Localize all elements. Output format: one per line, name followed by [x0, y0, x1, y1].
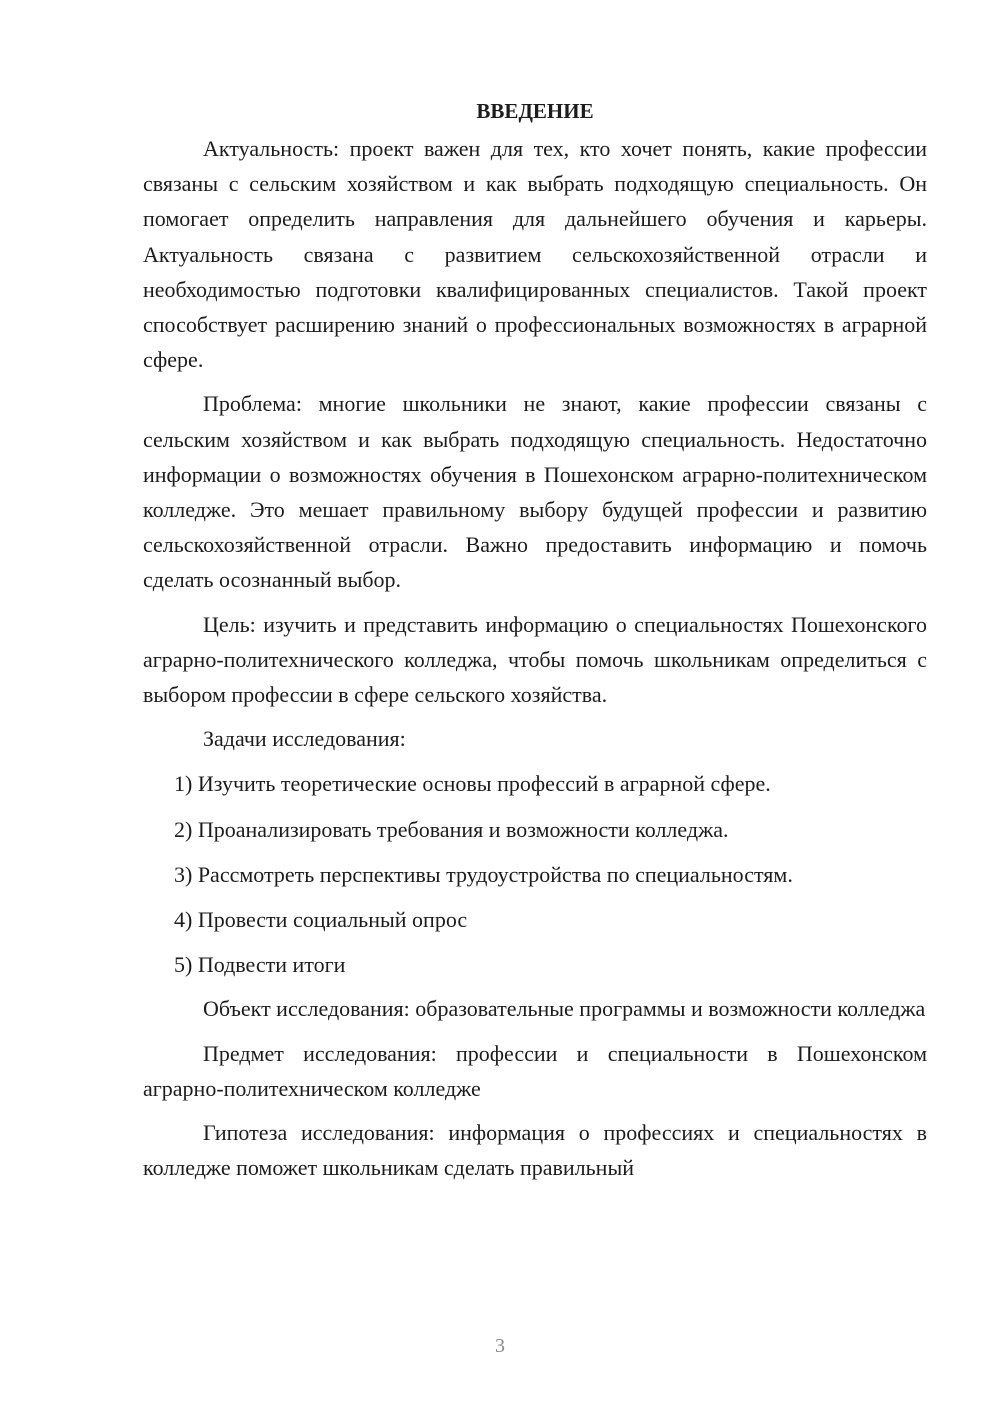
list-item: 3) Рассмотреть перспективы трудоустройства по специальностям. [174, 861, 793, 887]
tasks-list [143, 766, 927, 982]
paragraph-hypothesis: Гипотеза исследования: информация о профессиях и специальностях в колледже поможет школьникам сделать правильный [143, 1120, 927, 1181]
list-item: 4) Провести социальный опрос [174, 907, 468, 933]
document-body [143, 96, 927, 1185]
section-title: ВВЕДЕНИЕ [476, 99, 594, 123]
paragraph-goal: Цель: изучить и представить информацию о специальностях Пошехонского аграрно-политехнического колледжа, чтобы помочь школьникам определиться с выбором профессии в сфере сельского хозяйства. [143, 611, 927, 708]
list-item: 5) Подвести итоги [174, 952, 346, 978]
paragraph-problem: Проблема: многие школьники не знают, какие профессии связаны с сельским хозяйством и как выбрать подходящую специальность. Недостаточно информации о возможностях обучения в Пошехонском аграрно-политехническом колледже. Это мешает правильному выбору будущей профессии и развитию сельскохозяйственной отрасли. Важно предоставить информацию и помочь сделать осознанный выбор. [143, 391, 927, 593]
paragraph-object: Объект исследования: образовательные программы и возможности колледжа [203, 996, 926, 1022]
paragraph-relevance: Актуальность: проект важен для тех, кто хочет понять, какие профессии связаны с сельским хозяйством и как выбрать подходящую специальность. Он помогает определить направления для дальнейшего обучения и карьеры. Актуальность связана с развитием сельскохозяйственной отрасли и необходимостью подготовки квалифицированных специалистов. Такой проект способствует расширению знаний о профессиональных возможностях в аграрной сфере. [143, 136, 927, 373]
paragraph-tasks-heading: Задачи исследования: [203, 726, 406, 752]
paragraph-subject: Предмет исследования: профессии и специальности в Пошехонском аграрно-политехническом колледже [143, 1040, 927, 1101]
list-item: 1) Изучить теоретические основы профессий в аграрной сфере. [174, 771, 771, 797]
page-number: 3 [495, 1335, 505, 1357]
list-item: 2) Проанализировать требования и возможности колледжа. [174, 816, 729, 842]
